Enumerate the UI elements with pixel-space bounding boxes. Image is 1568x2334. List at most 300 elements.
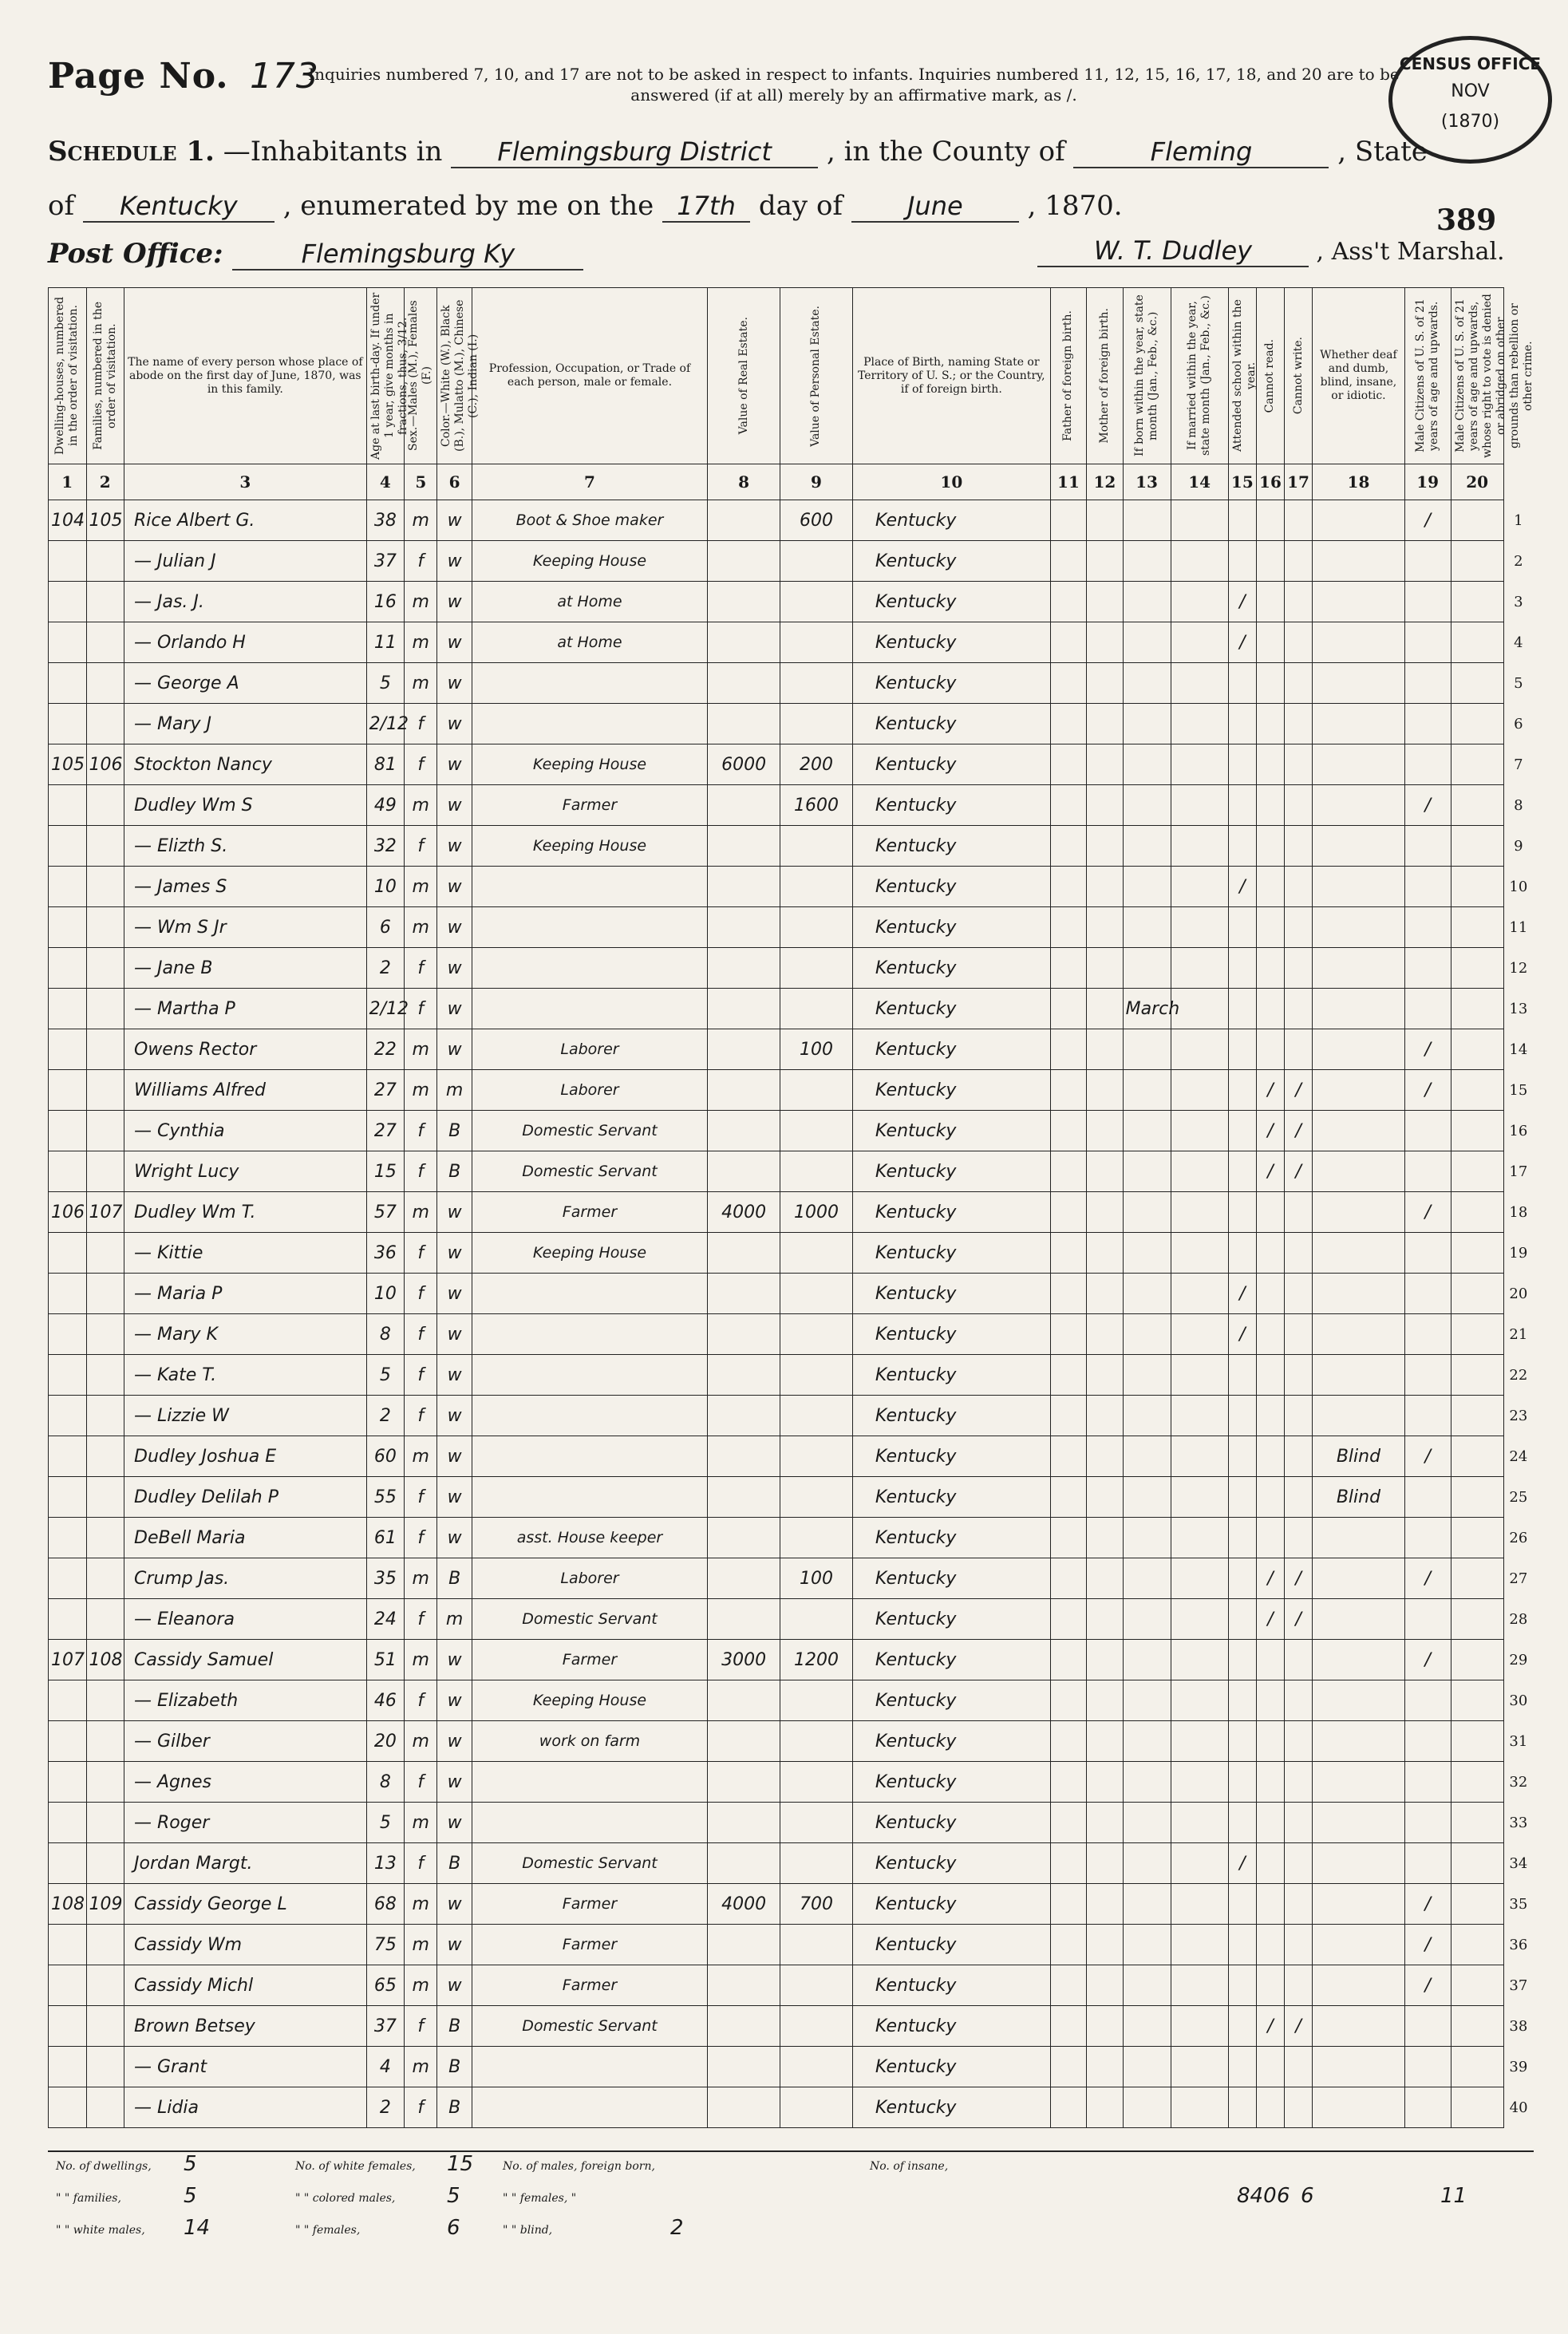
- state-field: Kentucky: [83, 191, 274, 223]
- table-row: [49, 1803, 1534, 1843]
- vote-denied-cell: [1451, 1803, 1503, 1843]
- sex-cell: f: [405, 1151, 437, 1192]
- male-citizen-cell: [1404, 1274, 1451, 1314]
- vote-denied-cell: [1451, 1274, 1503, 1314]
- occupation-cell: [472, 1314, 707, 1355]
- sex-cell: m: [405, 867, 437, 907]
- personal-estate-cell: [780, 1721, 853, 1762]
- age-cell: 27: [366, 1070, 405, 1111]
- family-cell: [86, 1111, 124, 1151]
- born-month-cell: [1123, 1111, 1171, 1151]
- cannot-write-cell: /: [1285, 1111, 1313, 1151]
- of-label: of: [48, 190, 75, 222]
- real-estate-cell: [708, 1843, 780, 1884]
- col-num: 9: [780, 464, 853, 500]
- cannot-read-cell: [1256, 1192, 1284, 1233]
- color-cell: w: [437, 622, 472, 663]
- deaf-blind-cell: [1313, 1599, 1405, 1640]
- deaf-blind-cell: [1313, 582, 1405, 622]
- real-estate-cell: [708, 1477, 780, 1518]
- line-number: 32: [1509, 1773, 1528, 1791]
- line-number: 27: [1509, 1570, 1528, 1587]
- occupation-cell: [472, 704, 707, 744]
- dwelling-cell: 106: [49, 1192, 87, 1233]
- occupation-cell: Domestic Servant: [472, 2006, 707, 2047]
- male-citizen-cell: /: [1404, 500, 1451, 541]
- attended-school-cell: [1228, 1477, 1256, 1518]
- male-citizen-cell: [1404, 1477, 1451, 1518]
- cannot-read-cell: [1256, 1396, 1284, 1436]
- vote-denied-cell: [1451, 1070, 1503, 1111]
- sex-cell: m: [405, 1925, 437, 1965]
- vote-denied-cell: [1451, 1599, 1503, 1640]
- birthplace-cell: Kentucky: [852, 948, 1050, 989]
- color-cell: w: [437, 1803, 472, 1843]
- age-cell: 20: [366, 1721, 405, 1762]
- married-month-cell: [1171, 867, 1228, 907]
- mother-foreign-cell: [1087, 541, 1123, 582]
- occupation-cell: Farmer: [472, 1925, 707, 1965]
- color-cell: w: [437, 1518, 472, 1558]
- married-month-cell: [1171, 1029, 1228, 1070]
- male-citizen-cell: /: [1404, 1640, 1451, 1680]
- real-estate-cell: 6000: [708, 744, 780, 785]
- col-16-header: Cannot read.: [1256, 288, 1284, 464]
- age-cell: 81: [366, 744, 405, 785]
- personal-estate-cell: [780, 541, 853, 582]
- personal-estate-cell: [780, 1762, 853, 1803]
- footer-summary: [48, 2150, 1534, 2256]
- family-cell: [86, 826, 124, 867]
- family-cell: [86, 1314, 124, 1355]
- mother-foreign-cell: [1087, 2087, 1123, 2128]
- male-citizen-cell: [1404, 1111, 1451, 1151]
- born-month-cell: [1123, 1803, 1171, 1843]
- name-cell: Owens Rector: [124, 1029, 367, 1070]
- mother-foreign-cell: [1087, 1436, 1123, 1477]
- birthplace-cell: Kentucky: [852, 1029, 1050, 1070]
- color-cell: w: [437, 1762, 472, 1803]
- born-month-cell: [1123, 1029, 1171, 1070]
- cannot-read-cell: [1256, 2087, 1284, 2128]
- sex-cell: m: [405, 907, 437, 948]
- color-cell: B: [437, 2047, 472, 2087]
- dwelling-cell: [49, 582, 87, 622]
- father-foreign-cell: [1050, 1721, 1086, 1762]
- married-month-cell: [1171, 826, 1228, 867]
- line-number: 6: [1514, 715, 1523, 733]
- birthplace-cell: Kentucky: [852, 989, 1050, 1029]
- deaf-blind-cell: [1313, 1355, 1405, 1396]
- attended-school-cell: [1228, 1640, 1256, 1680]
- real-estate-cell: [708, 2006, 780, 2047]
- married-month-cell: [1171, 1640, 1228, 1680]
- col-num: 15: [1228, 464, 1256, 500]
- attended-school-cell: [1228, 2006, 1256, 2047]
- male-citizen-cell: [1404, 1355, 1451, 1396]
- personal-estate-cell: [780, 1396, 853, 1436]
- married-month-cell: [1171, 1151, 1228, 1192]
- color-cell: w: [437, 948, 472, 989]
- cannot-write-cell: [1285, 2047, 1313, 2087]
- sex-cell: m: [405, 1884, 437, 1925]
- attended-school-cell: [1228, 1762, 1256, 1803]
- cannot-read-cell: [1256, 1274, 1284, 1314]
- deaf-blind-cell: [1313, 989, 1405, 1029]
- born-month-cell: [1123, 785, 1171, 826]
- occupation-cell: [472, 867, 707, 907]
- sex-cell: m: [405, 2047, 437, 2087]
- sex-cell: f: [405, 1396, 437, 1436]
- family-cell: [86, 1436, 124, 1477]
- real-estate-cell: 4000: [708, 1884, 780, 1925]
- name-cell: — Jas. J.: [124, 582, 367, 622]
- sex-cell: m: [405, 1558, 437, 1599]
- cannot-write-cell: /: [1285, 1599, 1313, 1640]
- cannot-read-cell: [1256, 1762, 1284, 1803]
- color-cell: w: [437, 1314, 472, 1355]
- dwelling-cell: [49, 2006, 87, 2047]
- deaf-blind-cell: Blind: [1313, 1436, 1405, 1477]
- real-estate-cell: [708, 1314, 780, 1355]
- age-cell: 37: [366, 541, 405, 582]
- age-cell: 2: [366, 2087, 405, 2128]
- cannot-write-cell: [1285, 785, 1313, 826]
- vote-denied-cell: [1451, 948, 1503, 989]
- married-month-cell: [1171, 1070, 1228, 1111]
- vote-denied-cell: [1451, 663, 1503, 704]
- dwelling-cell: [49, 1477, 87, 1518]
- attended-school-cell: [1228, 1721, 1256, 1762]
- table-row: [49, 785, 1534, 826]
- cannot-read-cell: /: [1256, 1151, 1284, 1192]
- dwelling-cell: [49, 1803, 87, 1843]
- male-citizen-cell: /: [1404, 1192, 1451, 1233]
- attended-school-cell: /: [1228, 1274, 1256, 1314]
- attended-school-cell: [1228, 1803, 1256, 1843]
- dwelling-cell: [49, 2087, 87, 2128]
- male-citizen-cell: [1404, 582, 1451, 622]
- cannot-read-cell: [1256, 704, 1284, 744]
- personal-estate-cell: [780, 1314, 853, 1355]
- col-num: 1: [49, 464, 87, 500]
- cannot-write-cell: [1285, 1680, 1313, 1721]
- cannot-read-cell: [1256, 1640, 1284, 1680]
- occupation-cell: [472, 948, 707, 989]
- vote-denied-cell: [1451, 1680, 1503, 1721]
- col-3-header: The name of every person whose place of abode on the first day of June, 1870, was in this family.: [124, 288, 367, 464]
- deaf-blind-cell: [1313, 1274, 1405, 1314]
- deaf-blind-cell: [1313, 948, 1405, 989]
- birthplace-cell: Kentucky: [852, 541, 1050, 582]
- married-month-cell: [1171, 1884, 1228, 1925]
- col-6-header: Color.—White (W.), Black (B.), Mulatto (M.), Chinese (C.), Indian (I.): [437, 288, 472, 464]
- attended-school-cell: [1228, 989, 1256, 1029]
- father-foreign-cell: [1050, 1518, 1086, 1558]
- attended-school-cell: [1228, 1680, 1256, 1721]
- birthplace-cell: Kentucky: [852, 1274, 1050, 1314]
- occupation-cell: Domestic Servant: [472, 1151, 707, 1192]
- cannot-write-cell: [1285, 1843, 1313, 1884]
- married-month-cell: [1171, 1680, 1228, 1721]
- dwelling-cell: [49, 663, 87, 704]
- married-month-cell: [1171, 622, 1228, 663]
- attended-school-cell: [1228, 826, 1256, 867]
- personal-estate-cell: [780, 907, 853, 948]
- age-cell: 11: [366, 622, 405, 663]
- born-month-cell: [1123, 541, 1171, 582]
- vote-denied-cell: [1451, 704, 1503, 744]
- mother-foreign-cell: [1087, 1274, 1123, 1314]
- age-cell: 57: [366, 1192, 405, 1233]
- col-num: 16: [1256, 464, 1284, 500]
- born-month-cell: [1123, 582, 1171, 622]
- vote-denied-cell: [1451, 1884, 1503, 1925]
- married-month-cell: [1171, 907, 1228, 948]
- family-cell: [86, 989, 124, 1029]
- male-citizen-cell: /: [1404, 785, 1451, 826]
- personal-estate-cell: [780, 1965, 853, 2006]
- deaf-blind-cell: [1313, 1721, 1405, 1762]
- occupation-cell: Keeping House: [472, 1233, 707, 1274]
- name-cell: — Cynthia: [124, 1111, 367, 1151]
- family-cell: [86, 948, 124, 989]
- color-cell: w: [437, 744, 472, 785]
- color-cell: w: [437, 1965, 472, 2006]
- name-cell: Dudley Delilah P: [124, 1477, 367, 1518]
- born-month-cell: [1123, 1518, 1171, 1558]
- mother-foreign-cell: [1087, 1721, 1123, 1762]
- name-cell: Dudley Joshua E: [124, 1436, 367, 1477]
- name-cell: Rice Albert G.: [124, 500, 367, 541]
- vote-denied-cell: [1451, 907, 1503, 948]
- mother-foreign-cell: [1087, 1314, 1123, 1355]
- real-estate-cell: [708, 1436, 780, 1477]
- colored-males-value: 5: [447, 2184, 460, 2208]
- table-row: [49, 1233, 1534, 1274]
- born-month-cell: [1123, 2006, 1171, 2047]
- mother-foreign-cell: [1087, 826, 1123, 867]
- born-month-cell: [1123, 1558, 1171, 1599]
- cannot-write-cell: /: [1285, 1070, 1313, 1111]
- real-estate-cell: [708, 1111, 780, 1151]
- name-cell: — James S: [124, 867, 367, 907]
- state-label: , State: [1337, 136, 1428, 168]
- day-of-label: day of: [758, 190, 843, 222]
- personal-estate-cell: [780, 1436, 853, 1477]
- father-foreign-cell: [1050, 1803, 1086, 1843]
- line-number: 25: [1509, 1488, 1528, 1506]
- occupation-cell: Farmer: [472, 785, 707, 826]
- vote-denied-cell: [1451, 1314, 1503, 1355]
- family-cell: [86, 622, 124, 663]
- family-cell: 105: [86, 500, 124, 541]
- line-number: 1: [1514, 511, 1523, 529]
- color-cell: w: [437, 1355, 472, 1396]
- insane-label: No. of insane,: [870, 2160, 949, 2173]
- attended-school-cell: [1228, 907, 1256, 948]
- name-cell: — Agnes: [124, 1762, 367, 1803]
- real-estate-cell: [708, 1070, 780, 1111]
- col-num: 7: [472, 464, 707, 500]
- age-cell: 5: [366, 1355, 405, 1396]
- line-number: 40: [1509, 2099, 1528, 2116]
- name-cell: — Julian J: [124, 541, 367, 582]
- table-row: [49, 541, 1534, 582]
- vote-denied-cell: [1451, 785, 1503, 826]
- occupation-cell: Domestic Servant: [472, 1843, 707, 1884]
- deaf-blind-cell: [1313, 2006, 1405, 2047]
- attended-school-cell: [1228, 1599, 1256, 1640]
- sex-cell: f: [405, 1843, 437, 1884]
- cannot-read-cell: [1256, 1721, 1284, 1762]
- deaf-blind-cell: [1313, 1518, 1405, 1558]
- male-citizen-cell: [1404, 1843, 1451, 1884]
- line-number: 31: [1509, 1732, 1528, 1750]
- birthplace-cell: Kentucky: [852, 907, 1050, 948]
- deaf-blind-cell: [1313, 1314, 1405, 1355]
- vote-denied-cell: [1451, 2087, 1503, 2128]
- tally-cannot-write: 6: [1301, 2184, 1314, 2208]
- dwelling-cell: [49, 1599, 87, 1640]
- sex-cell: f: [405, 1518, 437, 1558]
- married-month-cell: [1171, 1396, 1228, 1436]
- age-cell: 35: [366, 1558, 405, 1599]
- post-office-line: [48, 238, 583, 271]
- deaf-blind-cell: [1313, 1192, 1405, 1233]
- occupation-cell: asst. House keeper: [472, 1518, 707, 1558]
- name-cell: Stockton Nancy: [124, 744, 367, 785]
- father-foreign-cell: [1050, 1233, 1086, 1274]
- father-foreign-cell: [1050, 1599, 1086, 1640]
- place-field: Flemingsburg District: [451, 136, 818, 168]
- dwellings-value: 5: [184, 2152, 197, 2176]
- attended-school-cell: [1228, 541, 1256, 582]
- color-cell: w: [437, 1925, 472, 1965]
- line-number: 13: [1509, 1000, 1528, 1017]
- table-row: [49, 1925, 1534, 1965]
- born-month-cell: [1123, 907, 1171, 948]
- birthplace-cell: Kentucky: [852, 2047, 1050, 2087]
- born-month-cell: [1123, 1396, 1171, 1436]
- father-foreign-cell: [1050, 1274, 1086, 1314]
- col-20-header: Male Citizens of U. S. of 21 years of age and upwards, whose right to vote is denied or abridged on other grounds than rebellion or other crime.: [1451, 288, 1503, 464]
- dwelling-cell: [49, 2047, 87, 2087]
- sex-cell: f: [405, 989, 437, 1029]
- occupation-cell: Keeping House: [472, 744, 707, 785]
- table-row: [49, 500, 1534, 541]
- born-month-cell: [1123, 826, 1171, 867]
- deaf-blind-cell: [1313, 1558, 1405, 1599]
- family-cell: 108: [86, 1640, 124, 1680]
- family-cell: [86, 1396, 124, 1436]
- occupation-cell: [472, 1803, 707, 1843]
- married-month-cell: [1171, 1843, 1228, 1884]
- color-cell: w: [437, 907, 472, 948]
- born-month-cell: [1123, 1436, 1171, 1477]
- birthplace-cell: Kentucky: [852, 1314, 1050, 1355]
- personal-estate-cell: [780, 867, 853, 907]
- real-estate-cell: [708, 2087, 780, 2128]
- color-cell: w: [437, 582, 472, 622]
- personal-estate-cell: [780, 1274, 853, 1314]
- age-cell: 5: [366, 663, 405, 704]
- sheet-number: 389: [1436, 203, 1497, 237]
- father-foreign-cell: [1050, 622, 1086, 663]
- age-cell: 16: [366, 582, 405, 622]
- father-foreign-cell: [1050, 1070, 1086, 1111]
- attended-school-cell: [1228, 1151, 1256, 1192]
- personal-estate-cell: [780, 1518, 853, 1558]
- married-month-cell: [1171, 1314, 1228, 1355]
- cannot-write-cell: [1285, 541, 1313, 582]
- birthplace-cell: Kentucky: [852, 622, 1050, 663]
- age-cell: 24: [366, 1599, 405, 1640]
- deaf-blind-cell: [1313, 1640, 1405, 1680]
- tally-citizens: 11: [1440, 2184, 1467, 2208]
- occupation-cell: [472, 1477, 707, 1518]
- deaf-blind-cell: [1313, 1762, 1405, 1803]
- deaf-blind-cell: [1313, 1396, 1405, 1436]
- family-cell: [86, 1965, 124, 2006]
- attended-school-cell: [1228, 744, 1256, 785]
- age-cell: 27: [366, 1111, 405, 1151]
- cannot-read-cell: [1256, 1029, 1284, 1070]
- family-cell: [86, 1843, 124, 1884]
- occupation-cell: [472, 1436, 707, 1477]
- family-cell: [86, 1355, 124, 1396]
- table-row: [49, 1151, 1534, 1192]
- column-number-row: [49, 464, 1534, 500]
- name-cell: — Maria P: [124, 1274, 367, 1314]
- attended-school-cell: [1228, 1436, 1256, 1477]
- line-number: 19: [1509, 1244, 1528, 1262]
- cannot-read-cell: [1256, 1965, 1284, 2006]
- male-citizen-cell: [1404, 1396, 1451, 1436]
- name-cell: — Jane B: [124, 948, 367, 989]
- married-month-cell: [1171, 2087, 1228, 2128]
- male-citizen-cell: [1404, 744, 1451, 785]
- birthplace-cell: Kentucky: [852, 1111, 1050, 1151]
- occupation-cell: [472, 907, 707, 948]
- stamp-top-text: CENSUS OFFICE: [1399, 54, 1542, 73]
- birthplace-cell: Kentucky: [852, 2006, 1050, 2047]
- vote-denied-cell: [1451, 744, 1503, 785]
- cannot-read-cell: [1256, 948, 1284, 989]
- page-number: [48, 56, 319, 97]
- birthplace-cell: Kentucky: [852, 1355, 1050, 1396]
- born-month-cell: [1123, 704, 1171, 744]
- father-foreign-cell: [1050, 989, 1086, 1029]
- birthplace-cell: Kentucky: [852, 1396, 1050, 1436]
- married-month-cell: [1171, 785, 1228, 826]
- father-foreign-cell: [1050, 1314, 1086, 1355]
- vote-denied-cell: [1451, 1355, 1503, 1396]
- attended-school-cell: [1228, 785, 1256, 826]
- blind-label: " " blind,: [503, 2224, 553, 2237]
- family-cell: [86, 1274, 124, 1314]
- attended-school-cell: /: [1228, 622, 1256, 663]
- color-cell: w: [437, 1436, 472, 1477]
- age-cell: 37: [366, 2006, 405, 2047]
- cannot-read-cell: [1256, 1680, 1284, 1721]
- personal-estate-cell: 600: [780, 500, 853, 541]
- age-cell: 38: [366, 500, 405, 541]
- col-num: 3: [124, 464, 367, 500]
- dwelling-cell: 104: [49, 500, 87, 541]
- cannot-write-cell: [1285, 989, 1313, 1029]
- personal-estate-cell: 100: [780, 1558, 853, 1599]
